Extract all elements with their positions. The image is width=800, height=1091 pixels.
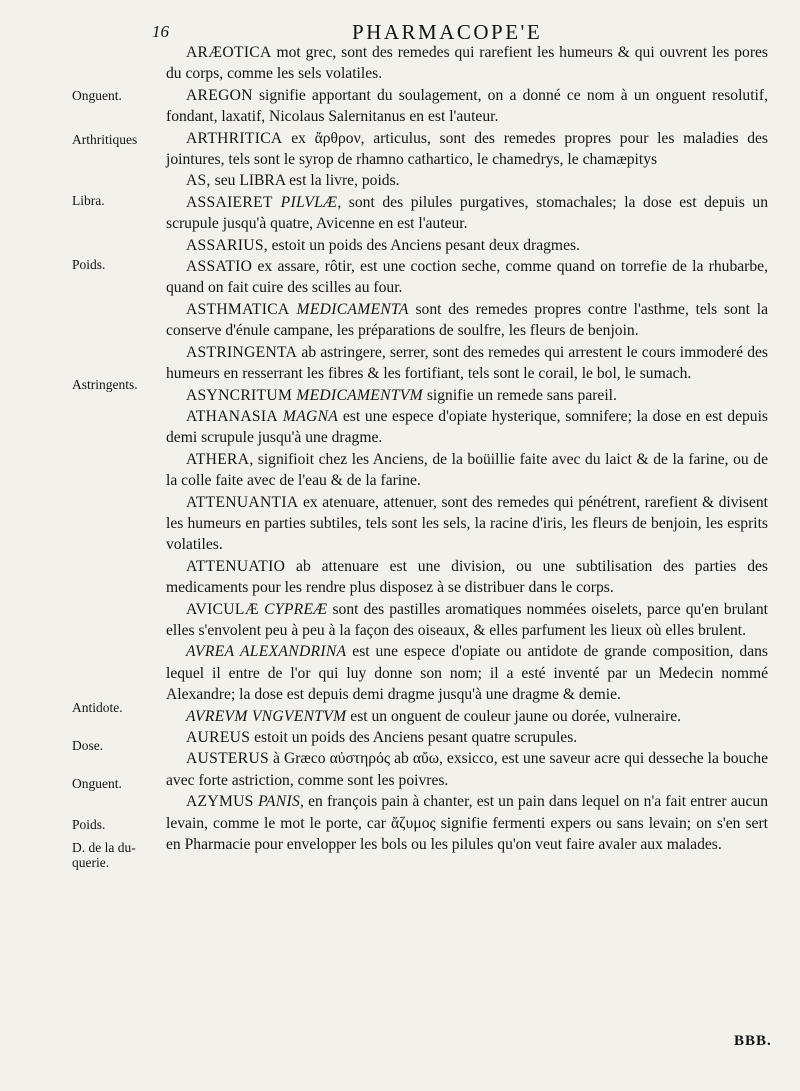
dictionary-entry bbox=[166, 406, 768, 449]
entry-definition: , estoit un poids des Anciens pesant deux dragmes. bbox=[263, 236, 580, 254]
running-head: PHARMACOPE'E bbox=[352, 20, 543, 44]
entry-headword: ASTHMATICA bbox=[186, 300, 290, 318]
dictionary-entry bbox=[166, 299, 768, 342]
entry-definition: ab astringere, serrer, sont des remedes qui arrestent le cours immoderé des humeurs en resserrant les fibres & les fortifiant, tels sont le corail, le bol, le sumach. bbox=[166, 343, 768, 383]
entry-definition: , sont des pilules purgatives, stomachales; la dose est depuis un scrupule jusqu'à quatre, Avicenne en est l'auteur. bbox=[166, 193, 768, 233]
dictionary-entries bbox=[166, 42, 768, 855]
entry-headword: ARÆOTICA bbox=[186, 44, 272, 61]
entry-headword-italic: AVREVM VNGVENTVM bbox=[186, 707, 347, 725]
margin-note: Dose. bbox=[72, 738, 104, 753]
entry-headword: ASYNCRITUM bbox=[186, 386, 293, 404]
dictionary-entry bbox=[166, 192, 768, 235]
dictionary-entry bbox=[166, 492, 768, 556]
entry-definition: ab attenuare est une division, ou une subtilisation des parties des medicaments pour les rendre plus disposez à se distribuer dans le corps. bbox=[166, 557, 768, 597]
entry-definition: seu LIBRA est la livre, poids. bbox=[210, 172, 400, 190]
entry-definition: estoit un poids des Anciens pesant quatre scrupules. bbox=[250, 729, 578, 746]
entry-definition: signifie apportant du soulagement, on a donné ce nom à un onguent resolutif, fondant, laxatif, Nicolaus Salernitanus en est l'auteur. bbox=[166, 86, 768, 126]
margin-note: Poids. bbox=[72, 817, 106, 832]
entry-definition: est une espece d'opiate ou antidote de grande composition, dans lequel il entre de l'or qui luy donne son nom; il a esté inventé par un Medecin nommé Alexandre; la dose est depuis demi dragme jusqu'à une dragme & demie. bbox=[166, 643, 768, 704]
dictionary-entry bbox=[166, 342, 768, 385]
dictionary-entry bbox=[166, 42, 768, 85]
entry-definition: , signifioit chez les Anciens, de la boüillie faite avec du laict & de la farine, ou de la colle faite avec de l'eau & de la farine. bbox=[166, 450, 768, 490]
entry-definition: à Græco αὐστηρός ab αὔω, exsicco, est une saveur acre qui desseche la bouche avec forte astriction, comme sont les poivres. bbox=[166, 750, 768, 789]
margin-note: Arthritiques bbox=[72, 132, 138, 147]
entry-headword-italic: CYPREÆ bbox=[258, 600, 328, 618]
entry-headword: ATHANASIA bbox=[186, 407, 278, 425]
margin-note: Astringents. bbox=[72, 377, 138, 392]
entry-headword: AS, bbox=[186, 172, 211, 190]
entry-headword-italic: PILVLÆ bbox=[272, 193, 338, 211]
entry-headword-italic: MEDICAMENTA bbox=[289, 300, 409, 318]
entry-headword: ASSAIERET bbox=[186, 193, 273, 211]
entry-headword-italic: AVREA ALEXANDRINA bbox=[186, 643, 347, 661]
dictionary-entry bbox=[166, 556, 768, 599]
entry-definition: est un onguent de couleur jaune ou dorée, vulneraire. bbox=[346, 707, 682, 725]
entry-definition: sont des remedes propres contre l'asthme, tels sont la conserve d'énule campane, les préparations de soulfre, les fleurs de benjoin. bbox=[166, 300, 768, 340]
dictionary-entry bbox=[166, 170, 768, 191]
entry-headword: AUSTERUS bbox=[186, 750, 269, 768]
entry-headword: ATHERA bbox=[186, 450, 250, 468]
entry-definition: mot grec, sont des remedes qui rarefient les humeurs & qui ouvrent les pores du corps, comme les sels volatiles. bbox=[166, 44, 768, 83]
dictionary-entry bbox=[166, 256, 768, 299]
dictionary-entry bbox=[166, 748, 768, 791]
dictionary-entry bbox=[166, 791, 768, 855]
dictionary-entry bbox=[166, 128, 768, 171]
entry-definition: ex ἄρθρον, articulus, sont des remedes propres pour les maladies des jointures, tels sont le syrop de rhamno cathartico, le chamedrys, le chamæpitys bbox=[166, 129, 768, 169]
margin-note: Onguent. bbox=[72, 776, 122, 791]
entry-headword: ARTHRITICA bbox=[186, 129, 283, 147]
dictionary-entry bbox=[166, 449, 768, 492]
dictionary-entry bbox=[166, 727, 768, 748]
entry-headword: ASSATIO bbox=[186, 258, 253, 276]
dictionary-entry bbox=[166, 599, 768, 642]
dictionary-entry bbox=[166, 706, 768, 727]
entry-definition: ex assare, rôtir, est une coction seche, comme quand on torrefie de la rhubarbe, quand on fait cuire des scilles au four. bbox=[166, 258, 768, 297]
entry-headword: ASTRINGENTA bbox=[186, 343, 298, 361]
entry-definition: sont des pastilles aromatiques nommées oiselets, parce qu'en brulant elles s'envolent peu à peu à la façon des oiseaux, & elles parfument les lieux où elles brulent. bbox=[166, 600, 768, 639]
entry-definition: signifie un remede sans pareil. bbox=[422, 386, 617, 404]
entry-headword: ASSARIUS bbox=[186, 236, 264, 254]
entry-headword: AZYMUS bbox=[186, 793, 254, 811]
catchword: BBB. bbox=[734, 1033, 772, 1049]
entry-headword-italic: MAGNA bbox=[277, 407, 339, 425]
margin-note: D. de la du- querie. bbox=[72, 840, 136, 870]
entry-definition: , en françois pain à chanter, est un pain dans lequel on n'a fait entrer aucun levain, comme le mot le porte, car ἄζυμος signifie fermenti expers ou sans levain; on s'en sert en Pharmacie pour envelopper les bols ou les pilules qu'on veut faire avaler aux malades. bbox=[166, 793, 768, 854]
margin-note: Onguent. bbox=[72, 88, 122, 103]
margin-note: Antidote. bbox=[72, 700, 123, 715]
margin-note: Poids. bbox=[72, 257, 106, 272]
margin-note: Libra. bbox=[72, 193, 105, 208]
entry-headword: ATTENUATIO bbox=[186, 557, 286, 575]
entry-headword: ATTENUANTIA bbox=[186, 493, 299, 511]
entry-headword: AREGON bbox=[186, 86, 253, 104]
entry-headword: AVICULÆ bbox=[186, 600, 259, 618]
dictionary-entry bbox=[166, 85, 768, 128]
entry-definition: est une espece d'opiate hysterique, somnifere; la dose en est depuis demi scrupule jusqu'à une dragme. bbox=[166, 407, 768, 447]
entry-headword: AUREUS bbox=[186, 729, 251, 746]
dictionary-entry bbox=[166, 235, 768, 256]
entry-headword-italic: MEDICAMENTVM bbox=[292, 386, 423, 404]
dictionary-entry bbox=[166, 385, 768, 406]
entry-headword-italic: PANIS bbox=[253, 793, 301, 811]
dictionary-entry bbox=[166, 641, 768, 705]
page-number: 16 bbox=[152, 22, 169, 41]
entry-definition: ex atenuare, attenuer, sont des remedes qui pénétrent, rarefient & divisent les humeurs en parties subtiles, tels sont les sels, la racine d'iris, les fleurs de benjoin, les esprits volatiles. bbox=[166, 493, 768, 554]
